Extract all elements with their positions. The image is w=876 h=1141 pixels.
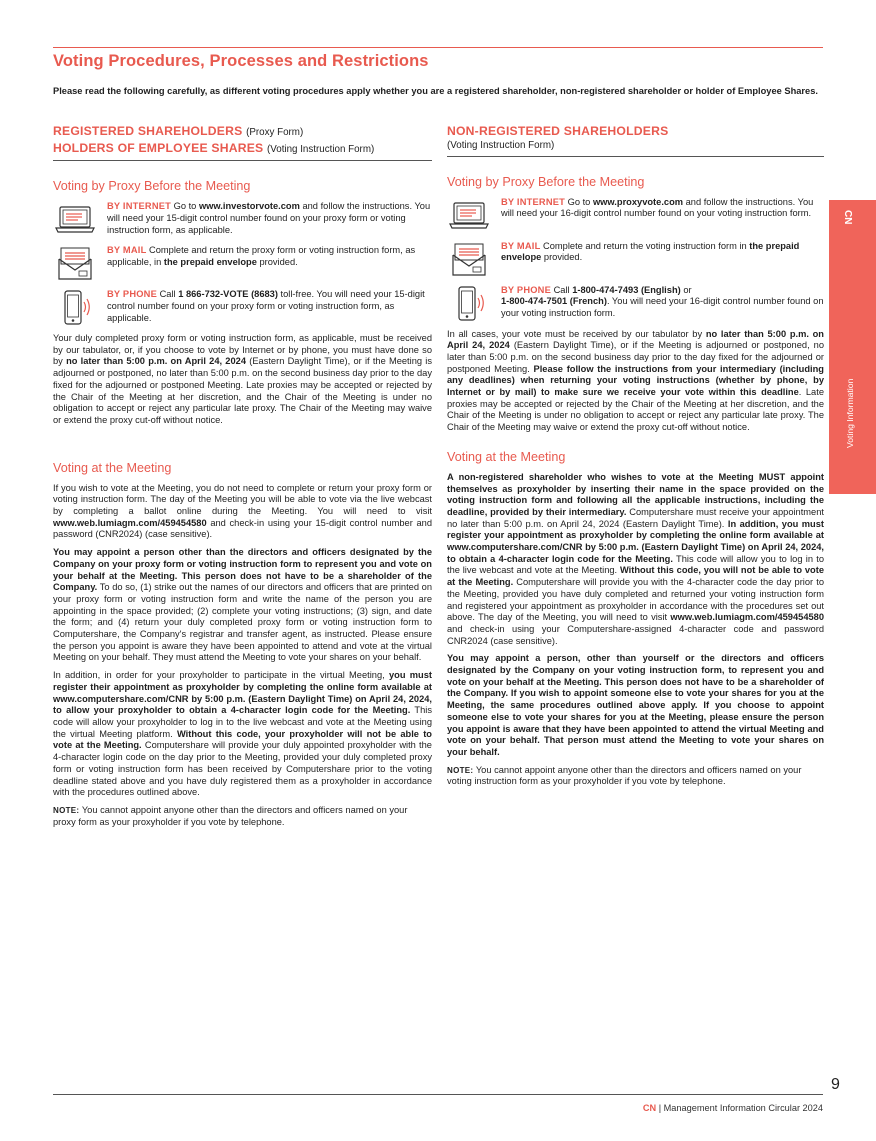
- right-proxy-paragraph: [447, 329, 824, 434]
- right-meeting-p1: [447, 472, 824, 648]
- right-mail-method: [447, 241, 824, 279]
- intro-text: Please read the following carefully, as different voting procedures apply whether you are a registered shareholder, non-registered shareholder or holder of Employee Shares.: [53, 86, 818, 96]
- left-proxy-p1-bold: no later than 5:00 p.m. on April 24, 2024: [66, 356, 246, 367]
- right-meeting-p1-t2: This code will allow you to log in to the live webcast and vote at the Meeting.: [447, 553, 825, 576]
- right-note-label: NOTE:: [447, 765, 474, 775]
- left-meeting-p1: [53, 483, 432, 542]
- employee-header: [53, 141, 432, 158]
- registered-header: [53, 124, 432, 141]
- phone-icon: [53, 289, 97, 327]
- right-column: [447, 124, 824, 794]
- left-phone-number: 1 866-732-VOTE (8683): [178, 289, 278, 299]
- left-mail-bold: the prepaid envelope: [163, 256, 257, 267]
- right-meeting-title: Voting at the Meeting: [447, 449, 566, 464]
- right-mail-bold: the prepaid envelope: [501, 240, 800, 263]
- top-rule: [53, 47, 823, 48]
- left-phone-text2: toll-free. You will need your 15-digit control number found on your proxy form or voting instruction form, as applicable.: [107, 289, 425, 323]
- right-proxy-p1-t3: . Late proxies may be accepted or rejected by the Chair of the Meeting at her discretion, and the Chair of the Meeting is under no obligation to accept or reject any particular late proxy. The Chair of the Meeting may waive or extend the proxy cut-off without notice.: [447, 387, 824, 433]
- right-proxy-p1: In all cases, your vote must be received by our tabulator by: [447, 328, 703, 339]
- left-internet-site: www.investorvote.com: [198, 201, 300, 211]
- mail-envelope-icon: [447, 241, 491, 279]
- right-internet-method: [447, 197, 824, 235]
- side-tab-label: Voting Information: [845, 378, 855, 448]
- right-phone-text2: . You will need your 16-digit control number found on your voting instruction form.: [501, 296, 824, 319]
- left-note: [53, 805, 432, 828]
- non-registered-header: NON-REGISTERED SHAREHOLDERS: [447, 124, 669, 138]
- right-proxy-p1-bold: no later than 5:00 p.m. on April 24, 2024: [447, 328, 824, 351]
- right-meeting-p1-b2: In addition, you must register your appointment as proxyholder by completing the online form available at www.computershare.com/CNR by 5:00 p.m. (Eastern Daylight Time) on April 24, 2024, to obtain a 4-character login code for the Meeting.: [447, 518, 824, 564]
- footer-text: Management Information Circular 2024: [663, 1103, 823, 1113]
- left-internet-text2: and follow the instructions. You will need your 15-digit control number found on your proxy form or voting instruction form, as applicable.: [107, 201, 431, 235]
- left-mail-text2: provided.: [259, 256, 298, 267]
- right-mail-label: BY MAIL: [501, 240, 541, 251]
- left-meeting-p2: [53, 547, 432, 664]
- left-internet-text1: Go to: [173, 201, 197, 211]
- employee-header-sub: (Voting Instruction Form): [266, 143, 375, 155]
- left-proxy-p1: Your duly completed proxy form or voting instruction form, as applicable, must be received by our tabulator, or, if you choose to vote by Internet or by phone, you must have done so by: [53, 333, 432, 367]
- left-note-label: NOTE:: [53, 805, 80, 815]
- right-internet-site: www.proxyvote.com: [592, 196, 684, 207]
- left-meeting-p2-bold: You may appoint a person other than the directors and officers designated by the Company on your proxy form or voting instruction form to represent you and vote on your behalf at the Meeting. This person does not have to be a shareholder of the Company.: [53, 547, 432, 593]
- left-meeting-p3: [53, 670, 432, 799]
- right-mail-text1: Complete and return the voting instruction form in: [543, 240, 747, 251]
- right-meeting-p1-t4: and check-in using your Computershare-assigned 4-character code and password CNR2024 (case sensitive).: [447, 623, 824, 646]
- non-registered-header-sub: (Voting Instruction Form): [447, 139, 555, 151]
- left-mail-text1: Complete and return the proxy form or voting instruction form, as applicable, in: [107, 245, 416, 267]
- right-meeting-p1-b1: A non-registered shareholder who wishes to vote at the Meeting MUST appoint themselves as proxyholder by inserting their name in the space provided on the voting instruction form and following all the applicable instructions, including the deadline, provided by their intermediary.: [447, 471, 824, 517]
- right-note-text: You cannot appoint anyone other than the directors and officers named on your voting instruction form as your proxyholder if you vote by telephone.: [447, 764, 802, 787]
- right-proxy-p1-t2: (Eastern Daylight Time), or if the Meeting is adjourned or postponed, no later than 5:00 p.m. on the second business day prior to the day fixed for the adjourned or postponed Meeting.: [447, 340, 824, 374]
- left-meeting-p1-text: If you wish to vote at the Meeting, you do not need to complete or return your proxy form or voting instruction form. The day of the Meeting you will be able to vote via the live webcast by completing a ballot online during the Meeting. You will need to visit: [53, 482, 432, 517]
- left-meeting-p3-b1: you must register their appointment as proxyholder by completing the online form available at www.computershare.com/CNR by 5:00 p.m. (Eastern Daylight Time) on April 24, 2024, to allow your proxyholder to obtain a 4-character login code for the Meeting.: [53, 670, 432, 716]
- phone-icon: [447, 285, 491, 323]
- left-internet-method: [53, 201, 432, 239]
- right-phone-french: 1-800-474-7501 (French): [501, 296, 607, 307]
- left-meeting-p1-url: www.web.lumiagm.com/459454580: [53, 517, 207, 528]
- right-header-rule: [447, 156, 824, 157]
- left-meeting-p1-t2: and check-in using your 15-digit control number and password (CNR2024) (case sensitive).: [53, 517, 432, 540]
- left-proxy-title: Voting by Proxy Before the Meeting: [53, 179, 251, 193]
- mail-envelope-icon: [53, 245, 97, 283]
- right-meeting-p2: [447, 653, 824, 758]
- laptop-icon: [53, 201, 97, 239]
- left-meeting-p3-t1: In addition, in order for your proxyholder to participate in the virtual Meeting,: [53, 670, 385, 681]
- footer-brand: CN: [642, 1103, 657, 1113]
- right-meeting-p1-url: www.web.lumiagm.com/459454580: [670, 612, 824, 623]
- left-meeting-p3-t2: This code will allow your proxyholder to log in to the live webcast and vote at the Meeting using the virtual Meeting platform.: [53, 705, 432, 739]
- page-number: 9: [831, 1076, 840, 1093]
- registered-header-sub: (Proxy Form): [246, 127, 304, 138]
- left-header-rule: [53, 160, 432, 161]
- right-phone-label: BY PHONE: [501, 284, 551, 295]
- right-proxy-p1-bold2: Please follow the instructions from your intermediary (including any deadlines) when returning your voting instructions (whether by phone, by Internet or by mail) to make sure we receive your vote within this deadline: [447, 363, 824, 398]
- right-internet-text2: and follow the instructions. You will need your 16-digit control number found on your voting instruction form.: [501, 196, 814, 219]
- right-proxy-title: Voting by Proxy Before the Meeting: [447, 174, 645, 189]
- right-phone-or: or: [683, 284, 692, 295]
- right-note: [447, 765, 824, 788]
- employee-header-title: HOLDERS OF EMPLOYEE SHARES: [53, 140, 264, 155]
- right-phone-method: [447, 285, 824, 323]
- right-phone-text1: Call: [553, 284, 570, 295]
- left-mail-label: BY MAIL: [107, 245, 147, 255]
- laptop-icon: [447, 197, 491, 235]
- left-phone-text1: Call: [159, 289, 176, 299]
- footer: [643, 1103, 823, 1113]
- left-meeting-p2-text: To do so, (1) strike out the names of our directors and officers that are printed on your proxy form or voting instruction form and write the name of the person you are appointing in the space provided; (2) complete your voting instructions; (3) sign, and date the form; and (4) return your duly completed proxy form or voting instruction form to Computershare, the Company's registrar and transfer agent, as instructed. Please ensure the person you appoint is aware they have been appointed to attend and vote at the virtual Meeting on your behalf. They must attend the Meeting to vote your shares on your behalf.: [53, 582, 433, 663]
- right-internet-text1: Go to: [567, 196, 591, 207]
- right-meeting-p1-t1: Computershare must receive your appointment no later than 5:00 p.m. on April 24, 2024 (Eastern Daylight Time).: [447, 506, 824, 529]
- right-internet-label: BY INTERNET: [501, 196, 566, 207]
- right-phone-english: 1-800-474-7493 (English): [572, 284, 681, 295]
- side-tab-brand: CN: [842, 210, 853, 225]
- right-meeting-p1-b3: Without this code, you will not be able to vote at the Meeting.: [447, 565, 824, 588]
- footer-separator: |: [658, 1103, 662, 1113]
- left-column: [53, 124, 432, 834]
- left-proxy-p1-t2: (Eastern Daylight Time), or if the Meeting is adjourned or postponed, no later than 5:00 p.m. on the second business day prior to the day fixed for the adjourned or postponed Meeting. Late proxies may be accepted or rejected by the Chair of the Meeting at her discretion, and the Chair of the Meeting is under no obligation to accept or reject any particular late proxy. The Chair of the Meeting may waive or extend the proxy cut-off without notice.: [53, 356, 432, 425]
- left-internet-label: BY INTERNET: [107, 201, 172, 211]
- left-meeting-p3-t3: Computershare will provide your duly appointed proxyholder with the 4-character login code on the day prior to the Meeting, provided your duly completed proxy form or voting instruction form has been received by Computershare prior to the voting deadline stated above and you have duly registered them as a proxyholder in accordance with the procedures outlined above.: [53, 740, 432, 798]
- right-mail-text2: provided.: [543, 252, 583, 263]
- left-proxy-paragraph: [53, 333, 432, 427]
- right-meeting-p1-t3: Computershare will provide you with the 4-character code the day prior to the Meeting, provided you have duly completed and returned your voting instruction form and registered your appointment as proxyholder in accordance with the procedures set out above. The day of the Meeting, you will need to visit: [447, 577, 824, 623]
- side-tab: [829, 200, 876, 494]
- registered-header-title: REGISTERED SHAREHOLDERS: [53, 124, 243, 138]
- left-meeting-p3-b2: Without this code, your proxyholder will not be able to vote at the Meeting.: [53, 728, 432, 751]
- left-mail-method: [53, 245, 432, 283]
- right-meeting-p2-bold: You may appoint a person, other than yourself or the directors and officers designated by the Company on your voting instruction form, to represent you and vote on your behalf at the Meeting. This person does not have to be a shareholder of the Company. If you wish to appoint someone else to vote your shares for you at the Meeting, the same procedures outlined above apply. If you choose to appoint someone else to vote your shares for you at the Meeting, please ensure the person you appoint is aware that they have been appointed to attend the virtual Meeting and vote on your behalf. That person must attend the Meeting to vote your shares on your behalf.: [447, 653, 824, 757]
- left-meeting-title: Voting at the Meeting: [53, 460, 172, 475]
- left-phone-method: [53, 289, 432, 327]
- left-note-text: You cannot appoint anyone other than the directors and officers named on your proxy form as your proxyholder if you vote by telephone.: [53, 804, 408, 827]
- footer-rule: [53, 1094, 823, 1095]
- page-title: Voting Procedures, Processes and Restrictions: [53, 52, 429, 70]
- left-phone-label: BY PHONE: [107, 289, 157, 299]
